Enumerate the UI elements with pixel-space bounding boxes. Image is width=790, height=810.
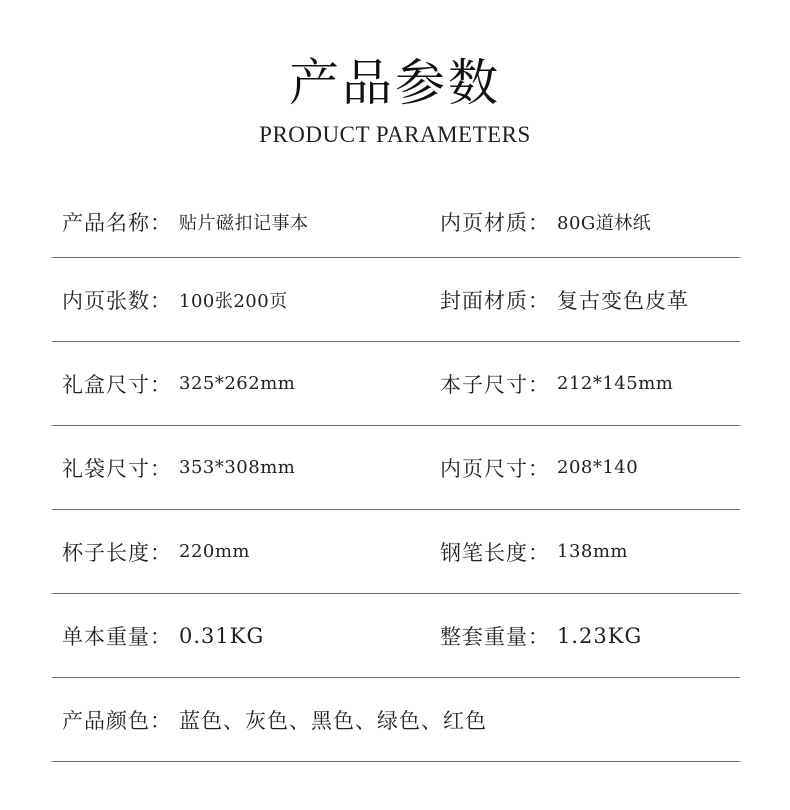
param-colon: ： <box>150 624 171 649</box>
param-colon: ： <box>528 624 549 649</box>
param-label: 内页材质 <box>440 210 528 235</box>
param-colon: ： <box>528 540 549 565</box>
param-label: 产品颜色 <box>62 708 150 733</box>
param-value: 1.23KG <box>557 623 643 648</box>
param-label: 内页尺寸 <box>440 456 528 481</box>
param-value: 复古变色皮革 <box>557 288 689 313</box>
param-label: 杯子长度 <box>62 540 150 565</box>
table-row <box>52 426 740 510</box>
param-value: 蓝色、灰色、黑色、绿色、红色 <box>179 708 487 733</box>
param-label: 内页张数 <box>62 288 150 313</box>
table-row <box>52 342 740 426</box>
param-inner-page-material <box>440 186 651 257</box>
param-colon: ： <box>150 372 171 397</box>
param-value: 353*308mm <box>179 457 296 478</box>
param-colon: ： <box>150 456 171 481</box>
param-page-count <box>62 258 288 341</box>
param-gift-bag-size <box>62 426 295 509</box>
param-value: 220mm <box>179 541 250 562</box>
param-label: 封面材质 <box>440 288 528 313</box>
param-colon: ： <box>528 372 549 397</box>
param-label: 本子尺寸 <box>440 372 528 397</box>
param-label: 整套重量 <box>440 624 528 649</box>
table-row <box>52 678 740 762</box>
param-colon: ： <box>528 288 549 313</box>
param-value: 138mm <box>557 541 628 562</box>
param-label: 产品名称 <box>62 210 150 235</box>
page-title: 产品参数 <box>289 54 501 112</box>
param-value: 贴片磁扣记事本 <box>179 212 309 234</box>
param-label: 钢笔长度 <box>440 540 528 565</box>
param-value: 212*145mm <box>557 373 674 394</box>
param-gift-box-size <box>62 342 295 425</box>
param-product-name <box>62 186 309 257</box>
page-header <box>0 52 790 150</box>
param-colon: ： <box>150 288 171 313</box>
param-colon: ： <box>150 210 171 235</box>
param-value: 325*262mm <box>179 373 296 394</box>
param-product-colors <box>62 678 487 761</box>
param-set-weight <box>440 594 642 677</box>
param-inner-page-size <box>440 426 638 509</box>
param-cover-material <box>440 258 689 341</box>
param-label: 单本重量 <box>62 624 150 649</box>
param-notebook-size <box>440 342 673 425</box>
table-row <box>52 258 740 342</box>
page-subtitle: PRODUCT PARAMETERS <box>259 122 531 147</box>
param-cup-length <box>62 510 250 593</box>
param-value: 80G道林纸 <box>557 212 652 234</box>
param-pen-length <box>440 510 628 593</box>
param-colon: ： <box>150 708 171 733</box>
param-label: 礼盒尺寸 <box>62 372 150 397</box>
param-value: 208*140 <box>557 457 639 478</box>
param-label: 礼袋尺寸 <box>62 456 150 481</box>
table-row <box>52 594 740 678</box>
parameters-table <box>52 186 740 762</box>
param-colon: ： <box>150 540 171 565</box>
param-value: 100张200页 <box>179 290 288 312</box>
param-value: 0.31KG <box>179 623 265 648</box>
table-row <box>52 186 740 258</box>
table-row <box>52 510 740 594</box>
param-colon: ： <box>528 210 549 235</box>
param-colon: ： <box>528 456 549 481</box>
param-unit-weight <box>62 594 264 677</box>
